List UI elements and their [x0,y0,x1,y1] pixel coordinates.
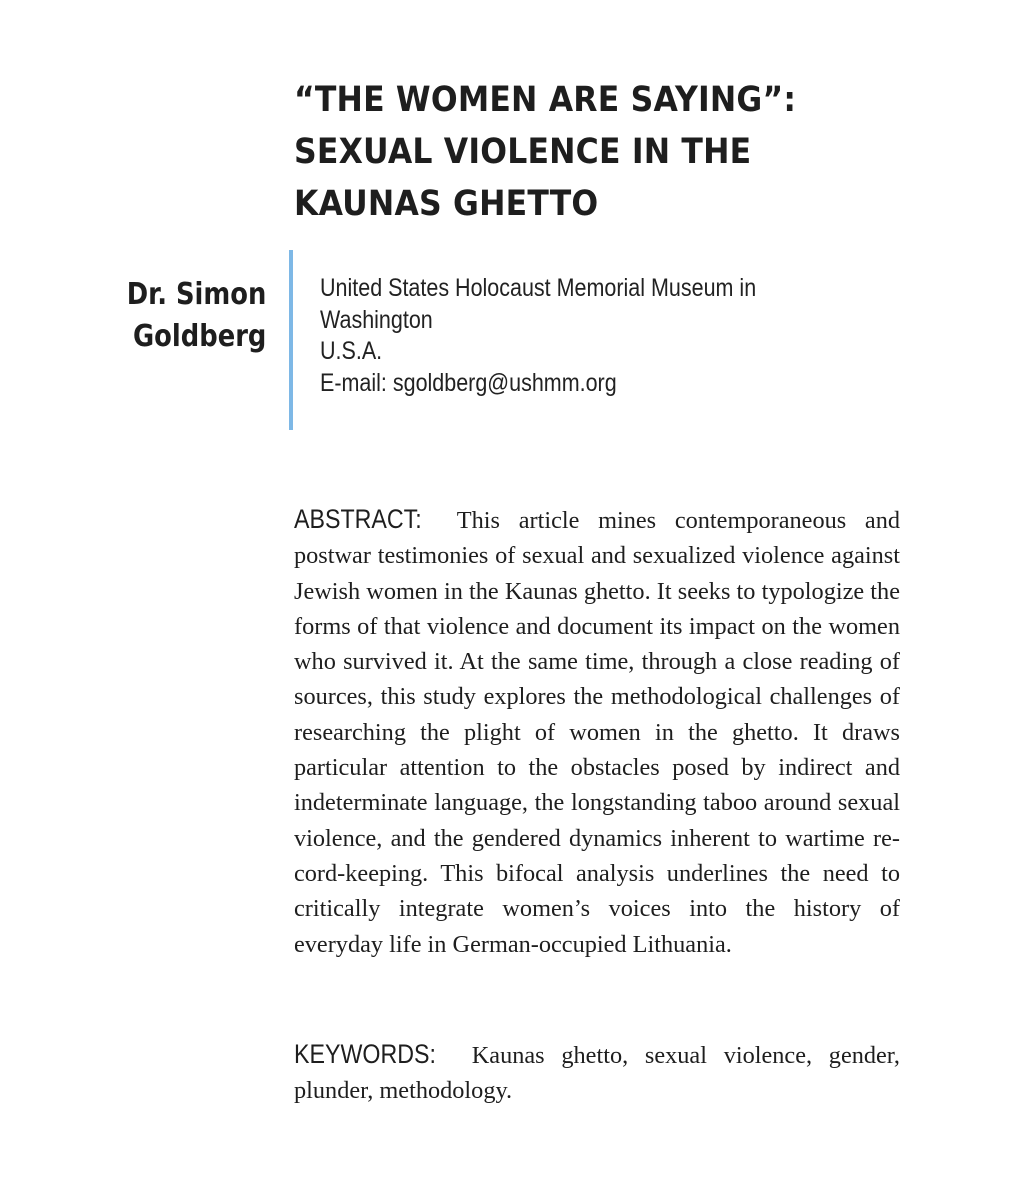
author-name-line2: Goldberg [132,319,266,354]
affiliation-line2: Washington [320,305,433,334]
keywords-paragraph [294,1037,900,1109]
affiliation-line1: United States Holocaust Memorial Museum in [320,274,757,302]
abstract-text: This article mines contemporaneous and postwar testimonies of sexual and sexualized violence against Jewish women in the Kaunas ghetto. It seeks to typologize the forms of that violence and document its impact on the women who survived it. At the same time, through a close reading of sources, this study explores the methodological challenges of researching the plight of women in the ghetto. It draws particular attention to the obstacles posed by indirect and indeterminate language, the longstanding taboo around sexual violence, and the gendered dynamics inherent to wartime record-keeping. This bifocal analysis underlines the need to critically integrate women’s voices into the history of everyday life in German-occupied Lithuania. [294,507,900,958]
affiliation-line3: U.S.A. [320,337,383,365]
keywords-text: Kaunas ghetto, sexual violence, gender, plunder, methodology. [294,1042,900,1105]
keywords-label: KEYWORDS: [294,1039,436,1069]
abstract-label: ABSTRACT: [294,504,422,534]
author-affiliation [320,273,756,399]
article-title: “THE WOMEN ARE SAYING”: SEXUAL VIOLENCE IN THE KAUNAS GHETTO [294,80,797,224]
affiliation-email: E-mail: sgoldberg@ushmm.org [320,368,617,397]
author-name [126,274,266,358]
affiliation-divider [289,250,293,430]
abstract-paragraph [294,502,900,962]
author-name-line1: Dr. Simon [126,277,266,312]
